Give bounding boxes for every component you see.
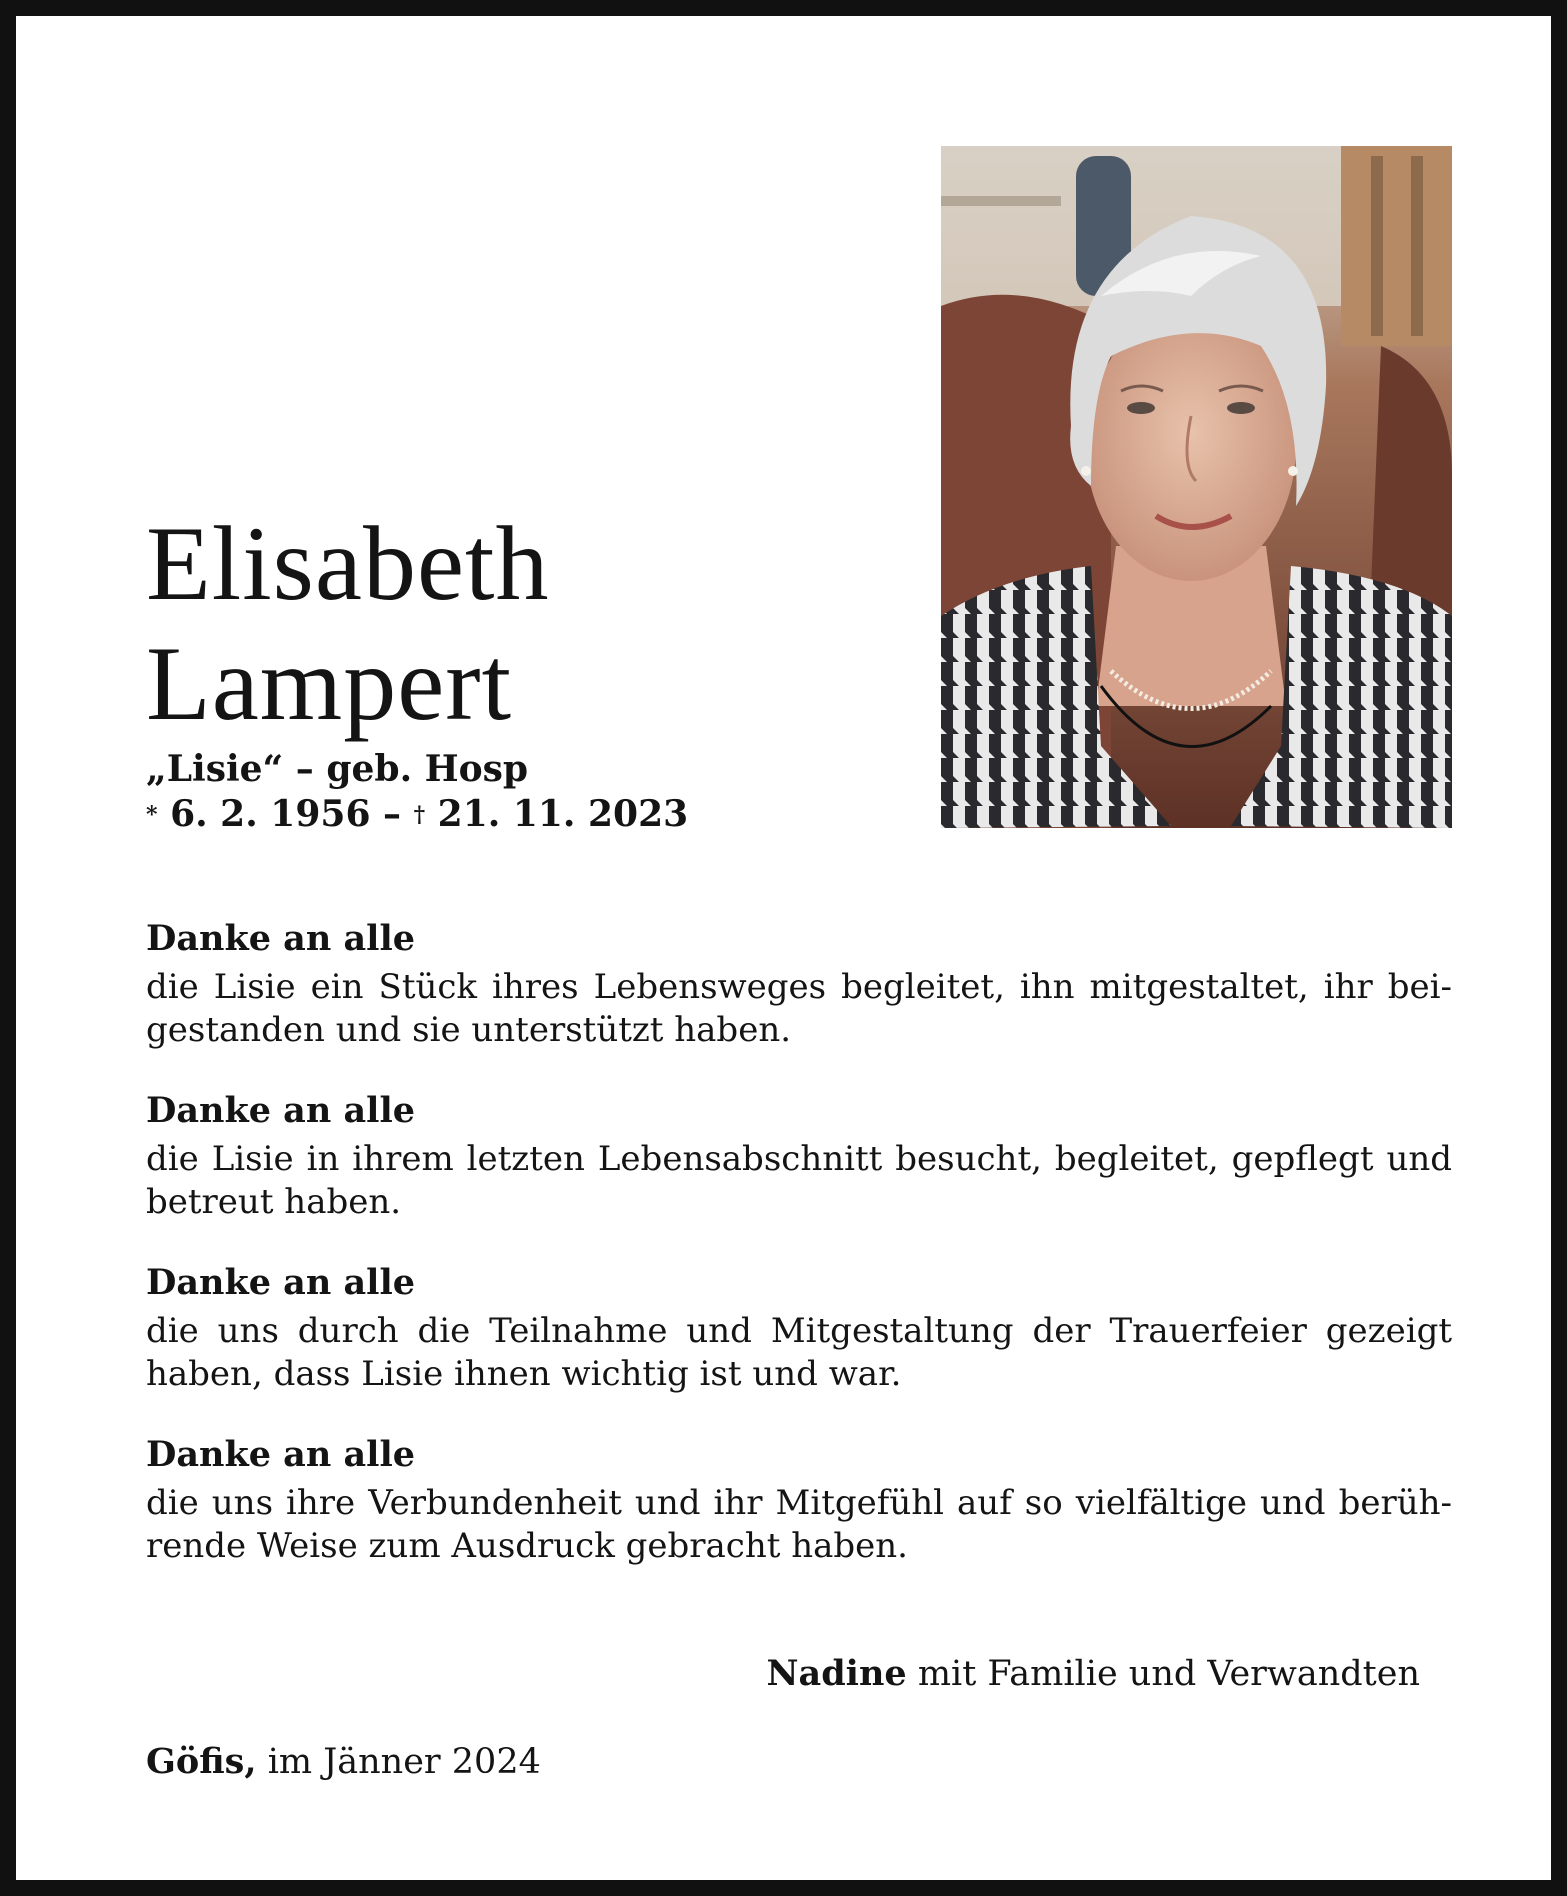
- thanks-text-3: die uns durch die Teilnahme und Mitgestaltung der Trauerfeier gezeigt haben, dass Lisie ihnen wichtig ist und war.: [146, 1311, 1452, 1394]
- signature-rest: mit Familie und Verwandten: [917, 1654, 1420, 1694]
- thanks-heading-1: Danke an alle: [146, 918, 416, 959]
- signature: [766, 1653, 1420, 1694]
- signature-name: Nadine: [766, 1653, 907, 1694]
- life-dates: [146, 793, 689, 835]
- thanks-heading-3: Danke an alle: [146, 1262, 416, 1303]
- death-symbol: †: [413, 802, 426, 828]
- death-date: 21. 11. 2023: [437, 793, 689, 835]
- birth-date: 6. 2. 1956: [170, 793, 371, 835]
- last-name: Lampert: [146, 625, 513, 742]
- nickname-maiden-name: „Lisie“ – geb. Hosp: [146, 748, 529, 790]
- first-name: Elisabeth: [146, 505, 550, 622]
- date-dash: –: [383, 793, 402, 835]
- portrait-illustration: [941, 146, 1452, 828]
- portrait-photo: [941, 146, 1452, 828]
- thanks-heading-4: Danke an alle: [146, 1434, 416, 1475]
- place: Göfis,: [146, 1741, 257, 1782]
- thanks-text-2: die Lisie in ihrem letzten Lebensabschnitt besucht, begleitet, gepflegt und betreut haben.: [146, 1139, 1452, 1222]
- birth-symbol: *: [146, 802, 158, 828]
- date: im Jänner 2024: [267, 1742, 541, 1782]
- thanks-heading-2: Danke an alle: [146, 1090, 416, 1131]
- thanks-text-4: die uns ihre Verbundenheit und ihr Mitgefühl auf so vielfältige und berührende Weise zum Ausdruck gebracht haben.: [146, 1483, 1452, 1566]
- thanks-text-1: die Lisie ein Stück ihres Lebensweges begleitet, ihn mitgestaltet, ihr beigestanden und sie unterstützt haben.: [146, 967, 1452, 1050]
- place-date: [146, 1741, 541, 1782]
